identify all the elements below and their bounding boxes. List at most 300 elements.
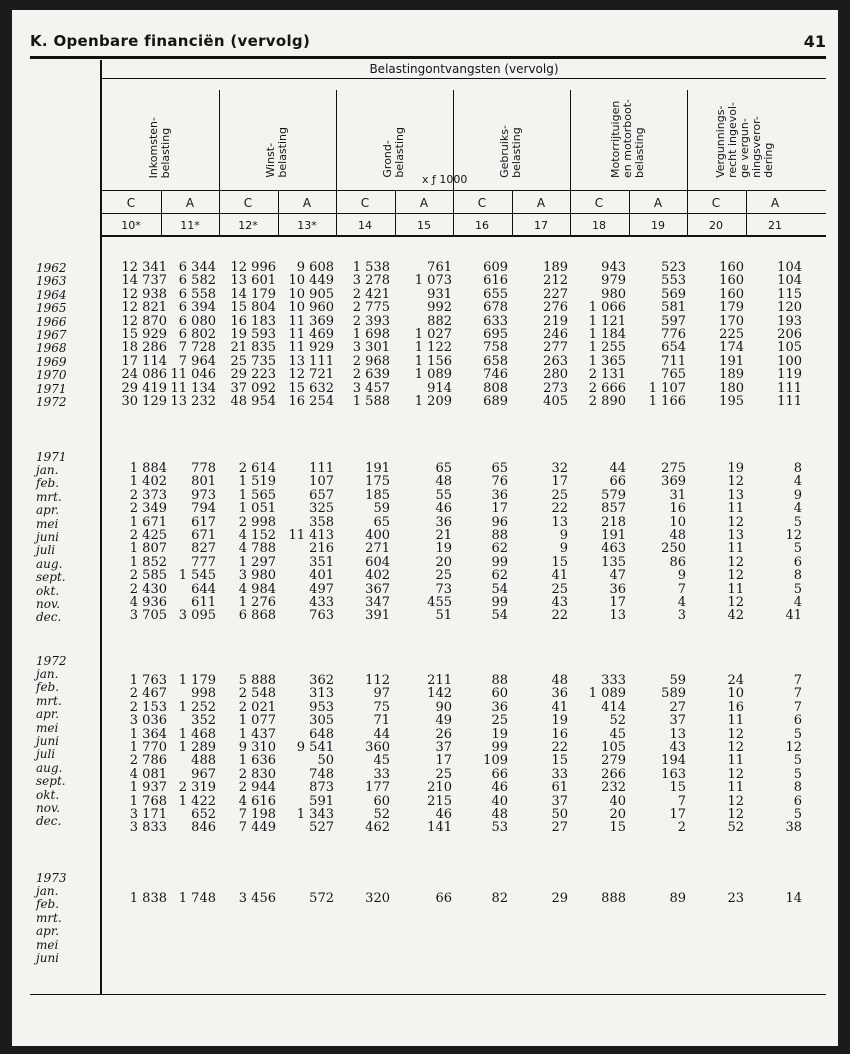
table-cell: 953 — [309, 699, 334, 715]
month-label: feb. — [36, 680, 60, 695]
table-cell: 1 748 — [178, 891, 216, 906]
table-cell: 1 027 — [414, 327, 452, 342]
table-cell: 96 — [491, 514, 508, 530]
table-cell: 11 134 — [170, 380, 216, 396]
column-group-header — [336, 88, 452, 178]
table-cell: 761 — [427, 260, 452, 275]
table-cell: 3 456 — [238, 891, 276, 906]
table-cell: 46 — [435, 501, 452, 517]
table-cell: 1 852 — [129, 554, 167, 570]
table-cell: 8 — [793, 568, 802, 584]
table-cell: 579 — [601, 487, 626, 503]
table-cell: 9 — [559, 541, 568, 557]
table-cell: 553 — [661, 273, 686, 289]
table-cell: 16 183 — [230, 313, 276, 329]
table-cell: 778 — [191, 461, 216, 476]
table-cell: 1 437 — [238, 726, 276, 742]
table-cell: 4 081 — [129, 766, 167, 782]
table-cell: 47 — [609, 568, 626, 584]
table-cell: 462 — [365, 820, 390, 836]
month-label: jan. — [36, 884, 59, 898]
ca-label: C — [126, 196, 136, 210]
table-cell: 4 — [793, 501, 802, 517]
table-cell: 6 394 — [178, 300, 216, 316]
table-cell: 4 — [793, 474, 802, 490]
table-cell: 86 — [669, 554, 686, 570]
table-cell: 13 — [727, 487, 744, 503]
table-cell: 748 — [309, 766, 334, 782]
table-cell: 218 — [601, 514, 626, 530]
table-cell: 22 — [551, 608, 568, 624]
ca-label: A — [653, 196, 663, 210]
table-cell: 60 — [373, 793, 390, 809]
table-cell: 193 — [777, 313, 802, 329]
year-heading: 1971 — [36, 450, 67, 464]
table-cell: 1 402 — [129, 474, 167, 490]
table-cell: 2 131 — [588, 367, 626, 383]
table-cell: 12 — [785, 740, 802, 755]
bottom-rule — [30, 994, 826, 995]
table-cell: 13 111 — [288, 353, 334, 369]
table-cell: 9 — [793, 487, 802, 503]
table-cell: 2 666 — [588, 380, 626, 396]
table-cell: 37 — [669, 713, 686, 729]
table-cell: 4 — [677, 595, 686, 610]
year-label: 1969 — [36, 354, 67, 369]
table-cell: 3 705 — [129, 608, 167, 624]
table-cell: 11 469 — [288, 327, 334, 342]
table-cell: 33 — [373, 766, 390, 782]
table-cell: 104 — [777, 273, 802, 289]
table-cell: 48 — [551, 673, 568, 688]
ca-label: C — [594, 196, 604, 210]
month-label: mrt. — [36, 910, 62, 925]
column-group-header — [219, 88, 335, 178]
table-cell: 2 639 — [352, 367, 390, 383]
table-cell: 25 — [551, 487, 568, 503]
table-cell: 61 — [551, 780, 568, 796]
table-cell: 65 — [435, 461, 452, 476]
table-cell: 689 — [483, 394, 508, 409]
table-cell: 170 — [719, 313, 744, 329]
column-group-header — [453, 88, 569, 178]
year-label: 1972 — [36, 395, 67, 409]
table-cell: 12 — [727, 595, 744, 610]
table-cell: 652 — [191, 807, 216, 822]
table-cell: 3 980 — [238, 568, 276, 584]
table-cell: 11 369 — [288, 313, 334, 329]
table-cell: 19 — [727, 461, 744, 476]
table-cell: 604 — [365, 554, 390, 570]
table-cell: 12 — [785, 528, 802, 543]
table-cell: 25 — [491, 713, 508, 729]
table-cell: 163 — [661, 766, 686, 782]
table-cell: 12 341 — [121, 260, 167, 275]
table-cell: 2 890 — [588, 394, 626, 409]
table-cell: 433 — [309, 595, 334, 610]
table-cell: 52 — [609, 713, 626, 729]
table-cell: 44 — [609, 461, 626, 476]
table-cell: 36 — [491, 487, 508, 503]
table-cell: 325 — [309, 501, 334, 517]
month-label: apr. — [36, 503, 60, 518]
month-label: juni — [36, 951, 60, 965]
table-cell: 11 — [727, 780, 744, 796]
table-cell: 14 737 — [121, 273, 167, 289]
table-cell: 4 152 — [238, 528, 276, 543]
table-cell: 4 616 — [238, 793, 276, 809]
table-cell: 401 — [309, 568, 334, 584]
table-cell: 1 179 — [178, 673, 216, 688]
table-cell: 38 — [785, 820, 802, 836]
table-cell: 9 — [677, 568, 686, 584]
table-cell: 12 870 — [121, 313, 167, 329]
table-cell: 174 — [719, 340, 744, 356]
table-cell: 185 — [365, 487, 390, 503]
table-cell: 12 — [727, 793, 744, 809]
table-cell: 998 — [191, 686, 216, 702]
table-cell: 12 938 — [121, 286, 167, 302]
table-cell: 227 — [543, 286, 568, 302]
ca-label: C — [360, 196, 370, 210]
table-cell: 40 — [609, 793, 626, 809]
table-cell: 6 558 — [178, 286, 216, 302]
table-cell: 589 — [661, 686, 686, 702]
table-cell: 12 — [727, 726, 744, 742]
table-cell: 1 066 — [588, 300, 626, 316]
table-cell: 49 — [435, 713, 452, 729]
column-number: 19 — [651, 219, 665, 232]
column-divider — [219, 90, 220, 235]
column-number: 18 — [592, 219, 606, 232]
table-cell: 369 — [661, 474, 686, 490]
table-cell: 1 671 — [129, 514, 167, 530]
month-label: jan. — [36, 667, 59, 681]
table-cell: 215 — [427, 793, 452, 809]
ca-bottom-rule — [102, 213, 826, 214]
month-label: dec. — [36, 610, 62, 625]
ca-label: A — [770, 196, 780, 210]
table-title: Belastingontvangsten (vervolg) — [369, 62, 559, 76]
table-cell: 4 984 — [238, 581, 276, 597]
table-cell: 746 — [483, 367, 508, 383]
table-cell: 2 373 — [129, 487, 167, 503]
table-cell: 53 — [491, 820, 508, 836]
table-cell: 19 — [491, 726, 508, 742]
table-cell: 1 698 — [352, 327, 390, 342]
ca-label: A — [419, 196, 429, 210]
table-cell: 13 — [669, 726, 686, 742]
column-group-header — [102, 88, 218, 178]
table-cell: 931 — [427, 286, 452, 302]
year-heading: 1972 — [36, 654, 67, 668]
table-cell: 1 107 — [648, 380, 686, 396]
table-cell: 7 — [793, 686, 802, 702]
table-cell: 4 936 — [129, 595, 167, 610]
table-cell: 644 — [191, 581, 216, 597]
table-cell: 15 929 — [121, 327, 167, 342]
table-cell: 175 — [365, 474, 390, 490]
table-cell: 59 — [373, 501, 390, 517]
table-cell: 25 735 — [230, 353, 276, 369]
year-label: 1965 — [36, 301, 67, 316]
table-cell: 591 — [309, 793, 334, 809]
table-cell: 17 — [609, 595, 626, 610]
year-label: 1970 — [36, 368, 67, 383]
table-cell: 212 — [543, 273, 568, 289]
table-cell: 99 — [491, 595, 508, 610]
table-cell: 52 — [373, 807, 390, 822]
table-cell: 8 — [793, 461, 802, 476]
table-cell: 13 601 — [230, 273, 276, 289]
table-cell: 882 — [427, 313, 452, 329]
year-heading: 1973 — [36, 871, 67, 885]
table-cell: 3 095 — [178, 608, 216, 624]
month-label: jan. — [36, 463, 59, 477]
year-label: 1963 — [36, 274, 67, 289]
table-cell: 46 — [491, 780, 508, 796]
table-cell: 119 — [777, 367, 802, 383]
year-label: 1967 — [36, 328, 67, 342]
table-cell: 3 — [677, 608, 686, 624]
table-cell: 65 — [373, 514, 390, 530]
table-cell: 19 — [551, 713, 568, 729]
table-cell: 16 — [551, 726, 568, 742]
table-cell: 2 998 — [238, 514, 276, 530]
table-cell: 1 121 — [588, 313, 626, 329]
table-cell: 497 — [309, 581, 334, 597]
table-cell: 62 — [491, 541, 508, 557]
table-cell: 402 — [365, 568, 390, 584]
table-cell: 12 — [727, 740, 744, 755]
table-cell: 37 — [551, 793, 568, 809]
table-cell: 55 — [435, 487, 452, 503]
table-cell: 19 — [435, 541, 452, 557]
table-cell: 655 — [483, 286, 508, 302]
section-title: K. Openbare financiën (vervolg) — [30, 32, 311, 50]
table-cell: 30 129 — [121, 394, 167, 409]
month-label: apr. — [36, 707, 60, 722]
table-cell: 105 — [601, 740, 626, 755]
table-cell: 1 884 — [129, 461, 167, 476]
table-cell: 23 — [727, 891, 744, 906]
table-cell: 20 — [609, 807, 626, 822]
table-cell: 1 089 — [414, 367, 452, 383]
ca-label: C — [243, 196, 253, 210]
month-label: okt. — [36, 787, 60, 802]
table-cell: 12 996 — [230, 260, 276, 275]
table-cell: 51 — [435, 608, 452, 624]
month-label: mrt. — [36, 693, 62, 708]
table-cell: 71 — [373, 713, 390, 729]
month-label: aug. — [36, 760, 63, 775]
table-cell: 27 — [669, 699, 686, 715]
column-group-label: Grond- belasting — [381, 127, 406, 178]
column-divider — [512, 190, 513, 235]
month-label: mei — [36, 720, 59, 735]
table-cell: 105 — [777, 340, 802, 356]
table-cell: 11 046 — [170, 367, 216, 383]
table-cell: 89 — [669, 891, 686, 906]
table-cell: 695 — [483, 327, 508, 342]
header-bottom-rule — [102, 235, 826, 237]
table-cell: 48 954 — [230, 394, 276, 409]
year-label: 1966 — [36, 314, 67, 329]
table-cell: 10 960 — [288, 300, 334, 316]
table-cell: 37 092 — [230, 380, 276, 396]
table-cell: 1 937 — [129, 780, 167, 796]
table-cell: 263 — [543, 353, 568, 369]
month-label: nov. — [36, 597, 61, 611]
column-divider — [278, 190, 279, 235]
table-cell: 572 — [309, 891, 334, 906]
table-cell: 12 — [727, 474, 744, 490]
table-cell: 1 763 — [129, 673, 167, 688]
table-cell: 179 — [719, 300, 744, 316]
table-cell: 12 — [727, 568, 744, 584]
table-cell: 351 — [309, 554, 334, 570]
table-cell: 9 — [559, 528, 568, 543]
table-cell: 763 — [309, 608, 334, 624]
ca-label: A — [185, 196, 195, 210]
table-cell: 597 — [661, 313, 686, 329]
table-cell: 13 — [551, 514, 568, 530]
month-label: nov. — [36, 801, 61, 815]
table-cell: 48 — [669, 528, 686, 543]
table-cell: 6 — [793, 713, 802, 729]
table-cell: 711 — [661, 353, 686, 369]
table-cell: 24 086 — [121, 367, 167, 383]
table-cell: 5 — [793, 753, 802, 769]
table-cell: 1 255 — [588, 340, 626, 356]
table-cell: 73 — [435, 581, 452, 597]
table-cell: 141 — [427, 820, 452, 836]
table-cell: 527 — [309, 820, 334, 836]
table-cell: 6 582 — [178, 273, 216, 289]
table-cell: 7 — [677, 793, 686, 809]
table-cell: 76 — [491, 474, 508, 490]
table-cell: 1 770 — [129, 740, 167, 755]
table-cell: 41 — [785, 608, 802, 624]
table-cell: 671 — [191, 528, 216, 543]
table-cell: 414 — [601, 699, 626, 715]
table-cell: 8 — [793, 780, 802, 796]
table-cell: 21 835 — [230, 340, 276, 356]
table-cell: 405 — [543, 394, 568, 409]
table-cell: 111 — [777, 394, 802, 409]
table-cell: 2 585 — [129, 568, 167, 584]
table-cell: 104 — [777, 260, 802, 275]
month-label: mrt. — [36, 489, 62, 504]
table-cell: 358 — [309, 514, 334, 530]
month-label: okt. — [36, 583, 60, 598]
table-cell: 11 929 — [288, 340, 334, 356]
table-cell: 24 — [727, 673, 744, 688]
table-cell: 305 — [309, 713, 334, 729]
table-cell: 11 — [727, 753, 744, 769]
table-cell: 191 — [719, 353, 744, 369]
table-cell: 6 — [793, 793, 802, 809]
table-cell: 7 — [793, 673, 802, 688]
table-cell: 18 286 — [121, 340, 167, 356]
table-cell: 120 — [777, 300, 802, 316]
table-cell: 1 297 — [238, 554, 276, 570]
table-cell: 99 — [491, 740, 508, 755]
month-label: juni — [36, 530, 60, 544]
table-cell: 10 — [727, 686, 744, 702]
table-cell: 400 — [365, 528, 390, 543]
table-cell: 9 310 — [238, 740, 276, 755]
table-cell: 992 — [427, 300, 452, 316]
table-cell: 11 413 — [288, 528, 334, 543]
table-cell: 367 — [365, 581, 390, 597]
table-cell: 48 — [491, 807, 508, 822]
table-cell: 22 — [551, 740, 568, 755]
column-divider — [161, 190, 162, 235]
table-cell: 280 — [543, 367, 568, 383]
month-label: sept. — [36, 774, 66, 789]
month-label: sept. — [36, 570, 66, 585]
table-cell: 1 636 — [238, 753, 276, 769]
table-cell: 12 721 — [288, 367, 334, 383]
table-cell: 1 838 — [129, 891, 167, 906]
table-cell: 250 — [661, 541, 686, 557]
ca-top-rule — [102, 190, 826, 191]
table-cell: 109 — [483, 753, 508, 769]
table-cell: 1 089 — [588, 686, 626, 702]
table-cell: 6 080 — [178, 313, 216, 329]
table-cell: 523 — [661, 260, 686, 275]
column-group-header — [570, 88, 686, 178]
table-cell: 14 179 — [230, 286, 276, 302]
table-cell: 33 — [551, 766, 568, 782]
table-cell: 11 — [727, 581, 744, 597]
column-number: 17 — [534, 219, 548, 232]
table-cell: 5 — [793, 807, 802, 822]
column-divider — [336, 90, 337, 235]
year-label: 1971 — [36, 381, 67, 396]
table-cell: 7 — [677, 581, 686, 597]
table-cell: 16 — [669, 501, 686, 517]
table-cell: 6 — [793, 554, 802, 570]
ca-label: A — [536, 196, 546, 210]
column-number: 16 — [475, 219, 489, 232]
table-cell: 2 467 — [129, 686, 167, 702]
table-cell: 914 — [427, 380, 452, 396]
table-cell: 20 — [435, 554, 452, 570]
table-cell: 2 968 — [352, 353, 390, 369]
table-cell: 216 — [309, 541, 334, 557]
table-cell: 9 608 — [296, 260, 334, 275]
table-cell: 777 — [191, 554, 216, 570]
table-cell: 25 — [435, 568, 452, 584]
table-cell: 7 449 — [238, 820, 276, 836]
table-cell: 17 114 — [121, 353, 167, 369]
month-label: mei — [36, 516, 59, 531]
table-cell: 1 276 — [238, 595, 276, 610]
table-cell: 37 — [435, 740, 452, 755]
table-cell: 11 — [727, 501, 744, 517]
table-cell: 2 319 — [178, 780, 216, 796]
table-cell: 360 — [365, 740, 390, 755]
table-cell: 99 — [491, 554, 508, 570]
year-label: 1962 — [36, 261, 67, 275]
table-cell: 189 — [543, 260, 568, 275]
table-cell: 3 457 — [352, 380, 390, 396]
column-divider — [395, 190, 396, 235]
table-cell: 13 232 — [170, 394, 216, 409]
table-cell: 276 — [543, 300, 568, 316]
